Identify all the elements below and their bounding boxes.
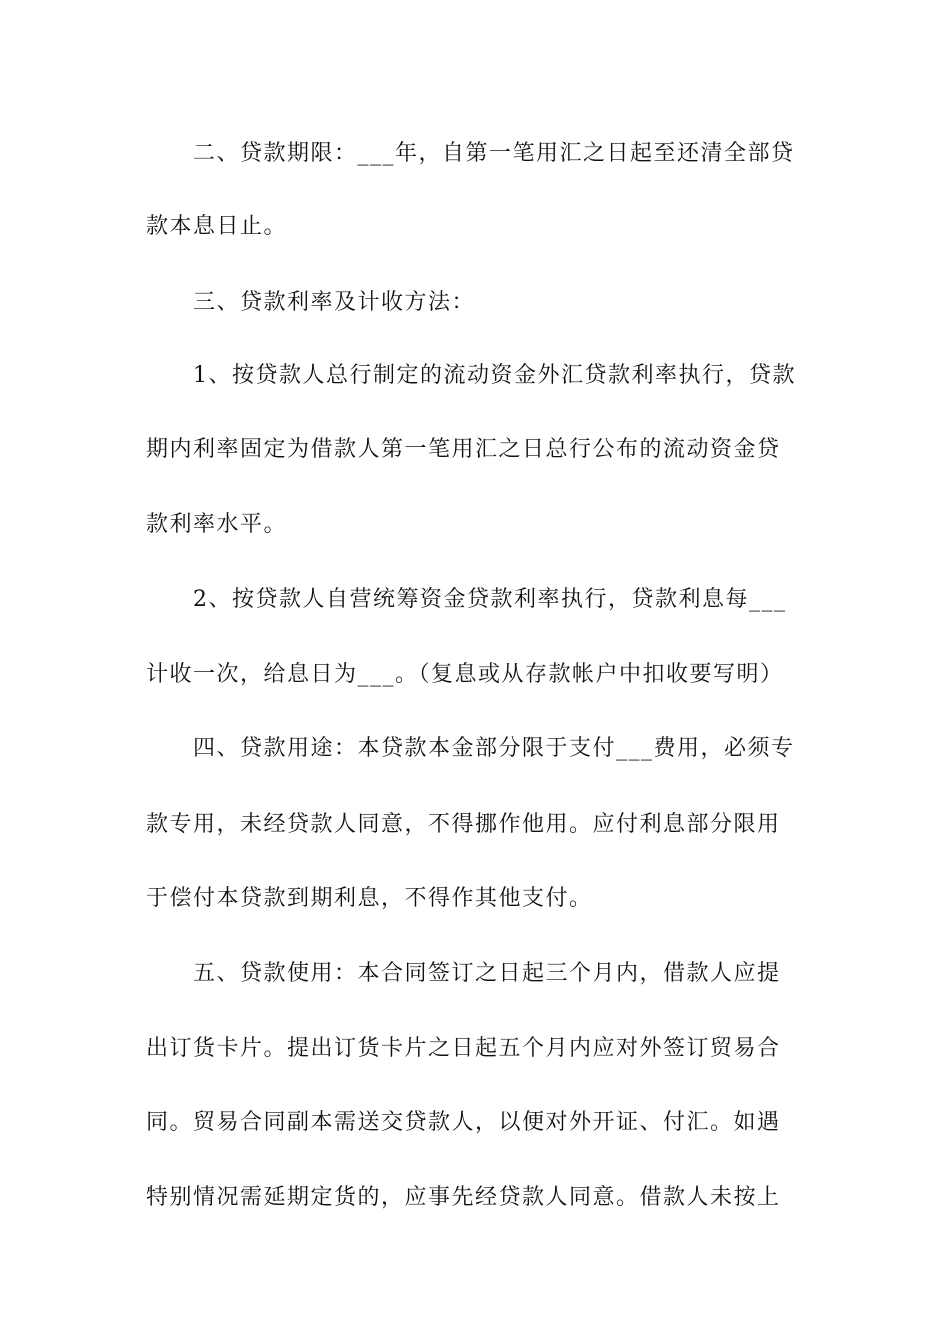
interest-method-2-line-1: 2、按贷款人自营统筹资金贷款利率执行，贷款利息每___ xyxy=(193,587,787,612)
interest-method-1-line-1: 1、按贷款人总行制定的流动资金外汇贷款利率执行，贷款 xyxy=(193,363,796,388)
loan-usage-line-4: 特别情况需延期定货的，应事先经贷款人同意。借款人未按上 xyxy=(146,1185,781,1210)
loan-usage-line-2: 出订货卡片。提出订货卡片之日起五个月内应对外签订贸易合 xyxy=(146,1036,781,1061)
loan-purpose-line-1: 四、贷款用途：本贷款本金部分限于支付___费用，必须专 xyxy=(193,736,795,761)
loan-purpose-line-3: 于偿付本贷款到期利息，不得作其他支付。 xyxy=(146,886,593,911)
loan-usage-line-3: 同。贸易合同副本需送交贷款人，以便对外开证、付汇。如遇 xyxy=(146,1110,781,1135)
interest-method-2-line-2: 计收一次，给息日为___。（复息或从存款帐户中扣收要写明） xyxy=(146,662,784,687)
loan-usage-line-1: 五、贷款使用：本合同签订之日起三个月内，借款人应提 xyxy=(193,961,781,986)
loan-purpose-line-2: 款专用，未经贷款人同意，不得挪作他用。应付利息部分限用 xyxy=(146,812,781,837)
loan-term-clause-line-1: 二、贷款期限：___年，自第一笔用汇之日起至还清全部贷 xyxy=(193,141,795,166)
interest-method-1-line-2: 期内利率固定为借款人第一笔用汇之日总行公布的流动资金贷 xyxy=(146,437,781,462)
interest-method-1-line-3: 款利率水平。 xyxy=(146,512,288,537)
loan-term-clause-line-2: 款本息日止。 xyxy=(146,214,288,239)
interest-rate-heading: 三、贷款利率及计收方法： xyxy=(193,290,476,315)
